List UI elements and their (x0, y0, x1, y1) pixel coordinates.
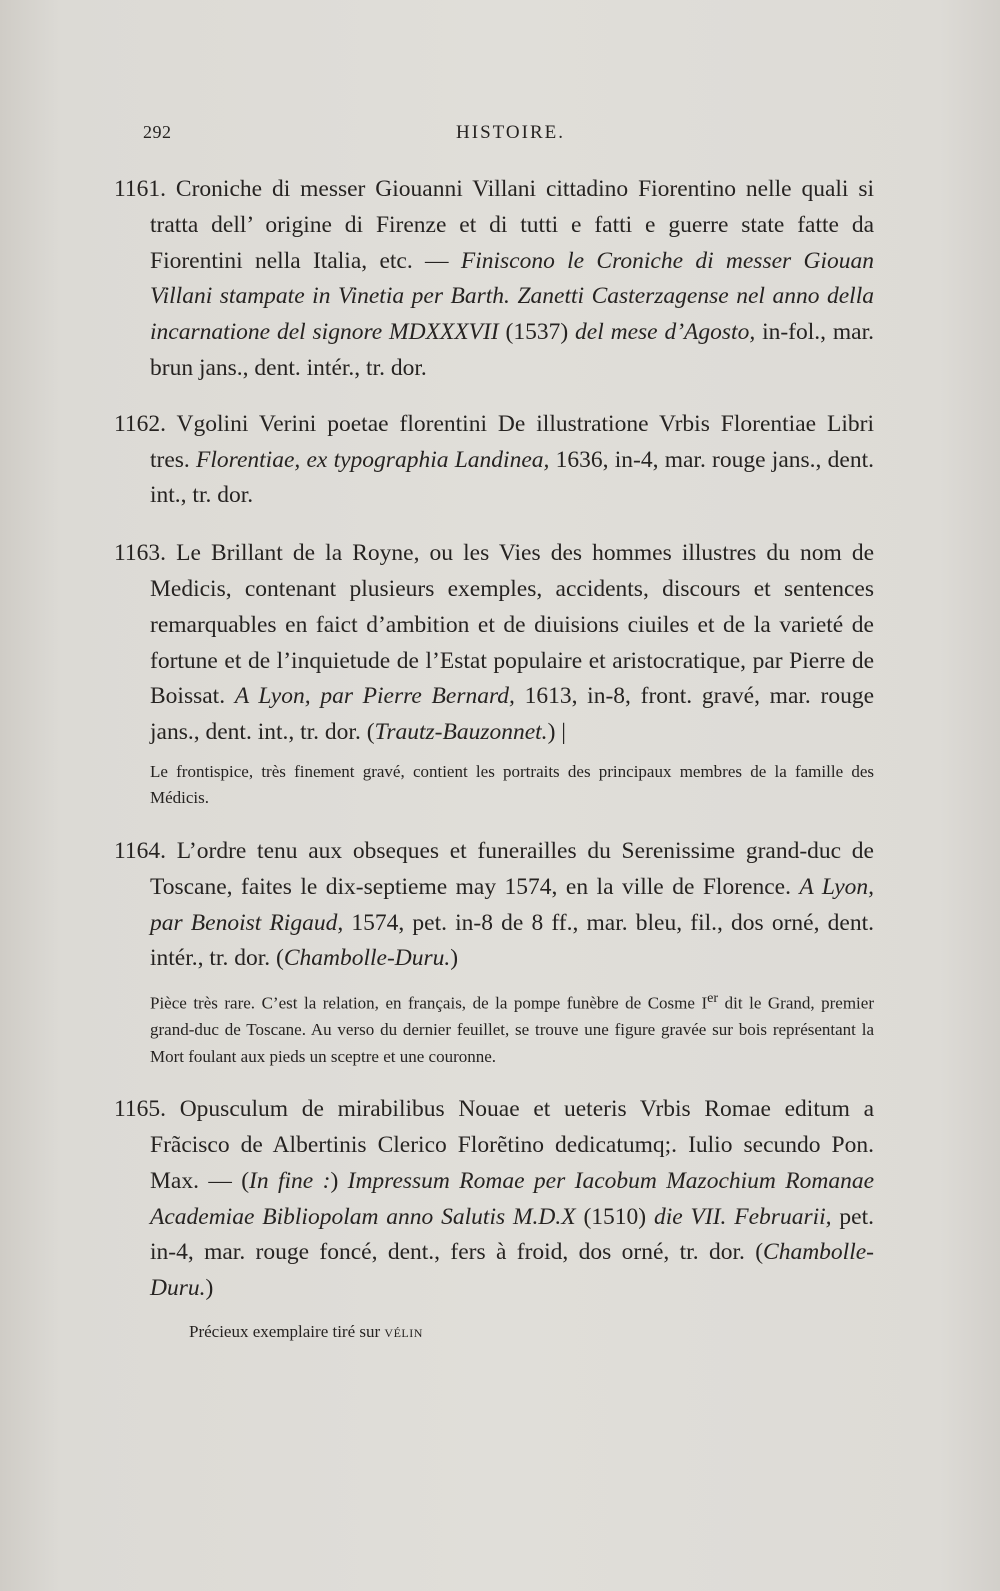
entry-description: 1636, in-4, mar. rouge jans., dent. int., tr. dor. (150, 446, 874, 509)
entry-binder: Trautz-Bauzonnet. (374, 719, 548, 746)
entry-description: 1613, in-8, front. gravé, mar. rouge jans., dent. int., tr. dor. ( (150, 683, 874, 746)
entry-1165 (114, 1092, 874, 1345)
entry-binder: Chambolle-Duru. (150, 1239, 874, 1302)
entry-closing: ) (450, 945, 459, 972)
entry-text (114, 407, 874, 514)
note-superscript: er (707, 990, 719, 1007)
entry-title: Croniche di messer Giouanni Villani cittadino Fiorentino nelle quali si tratta dell’ origine di Firenze et di tutti e fatti e guerre state fatte da Fiorentini nella Italia, etc. — (150, 176, 875, 274)
entry-number: 1161. (114, 176, 167, 202)
note-text: Pièce très rare. C’est la relation, en français, de la pompe funèbre de Cosme I (150, 993, 708, 1013)
entry-1163 (114, 536, 874, 812)
entry-1162 (114, 407, 874, 514)
note-text: dit le Grand, premier grand-duc de Toscane. Au verso du dernier feuillet, se trouve une figure gravée sur bois représentant la Mort foulant aux pieds un sceptre et une couronne. (150, 993, 874, 1066)
entry-1164 (114, 834, 874, 1070)
running-title: HISTOIRE. (456, 122, 565, 143)
entry-in-fine: In fine : (249, 1167, 331, 1194)
entry-text (114, 834, 874, 977)
entry-text (114, 536, 874, 751)
entry-title: Le Brillant de la Royne, ou les Vies des hommes illustres du nom de Medicis, contenant plusieurs exemples, accidents, discours et sentences remarquables en faict d’ambition et de diuisions ciuiles et de la varieté de fortune et de l’inquietude de l’Estat populaire et aristocratique, par Pierre de Boissat. (150, 540, 875, 710)
running-head (143, 122, 878, 152)
entry-binder: Chambolle-Duru. (283, 945, 451, 972)
entry-number: 1164. (114, 837, 167, 864)
entry-colophon: Finiscono le Croniche di messer Giouan Villani stampate in Vinetia per Barth. Zanetti Casterzagense nel anno della incarnatione del signore MDXXXVII (150, 247, 874, 346)
entry-imprint: A Lyon, par Benoist Rigaud, (150, 873, 874, 936)
entry-1161 (114, 172, 874, 387)
entry-imprint: A Lyon, par Pierre Bernard, (234, 683, 515, 710)
entry-date: die VII. Februarii, (653, 1203, 832, 1230)
entry-note: Le frontispice, très finement gravé, contient les portraits des principaux membres de la famille des Médicis. (150, 761, 874, 808)
entry-description: 1574, pet. in-8 de 8 ff., mar. bleu, fil., dos orné, dent. intér., tr. dor. ( (150, 909, 874, 972)
entry-number: 1162. (114, 410, 167, 437)
entry-text (114, 172, 874, 387)
entry-note (114, 1319, 874, 1345)
entry-title: Opusculum de mirabilibus Nouae et ueteris Vrbis Romae editum a Frãcisco de Albertinis Clerico Florẽtino dedicatumq;. Iulio secundo Pon. Max. — ( (150, 1096, 874, 1194)
note-text: Précieux exemplaire tiré sur (189, 1322, 385, 1342)
entry-note (114, 985, 874, 1070)
entry-description: pet. in-4, mar. rouge foncé, dent., fers à froid, dos orné, tr. dor. ( (150, 1203, 874, 1266)
entry-number: 1165. (114, 1096, 167, 1123)
entry-text (114, 1092, 874, 1307)
entry-title: Vgolini Verini poetae florentini De illustratione Vrbis Florentiae Libri tres. (150, 410, 875, 473)
entry-number: 1163. (114, 540, 167, 567)
entry-imprint: Florentiae, ex typographia Landinea, (196, 446, 550, 473)
entry-closing: ) (205, 1275, 214, 1302)
entry-year: (1537) (498, 319, 576, 346)
entry-closing: ) | (547, 719, 566, 746)
entry-separator: ) (330, 1167, 348, 1194)
entry-title: L’ordre tenu aux obseques et funerailles du Serenissime grand-duc de Toscane, faites le dix-septieme may 1574, en la ville de Florence. (150, 837, 874, 900)
entry-description: in-fol., mar. brun jans., dent. intér., tr. dor. (150, 319, 875, 381)
entry-date: del mese d’Agosto, (575, 319, 756, 346)
entry-imprint: Impressum Romae per Iacobum Mazochium Romanae Academiae Bibliopolam anno Salutis M.D.X (150, 1167, 875, 1230)
page-number: 292 (143, 122, 172, 142)
entry-year: (1510) (575, 1203, 654, 1230)
catalogue-entries (114, 172, 874, 1345)
note-small-caps: vélin (384, 1322, 423, 1342)
